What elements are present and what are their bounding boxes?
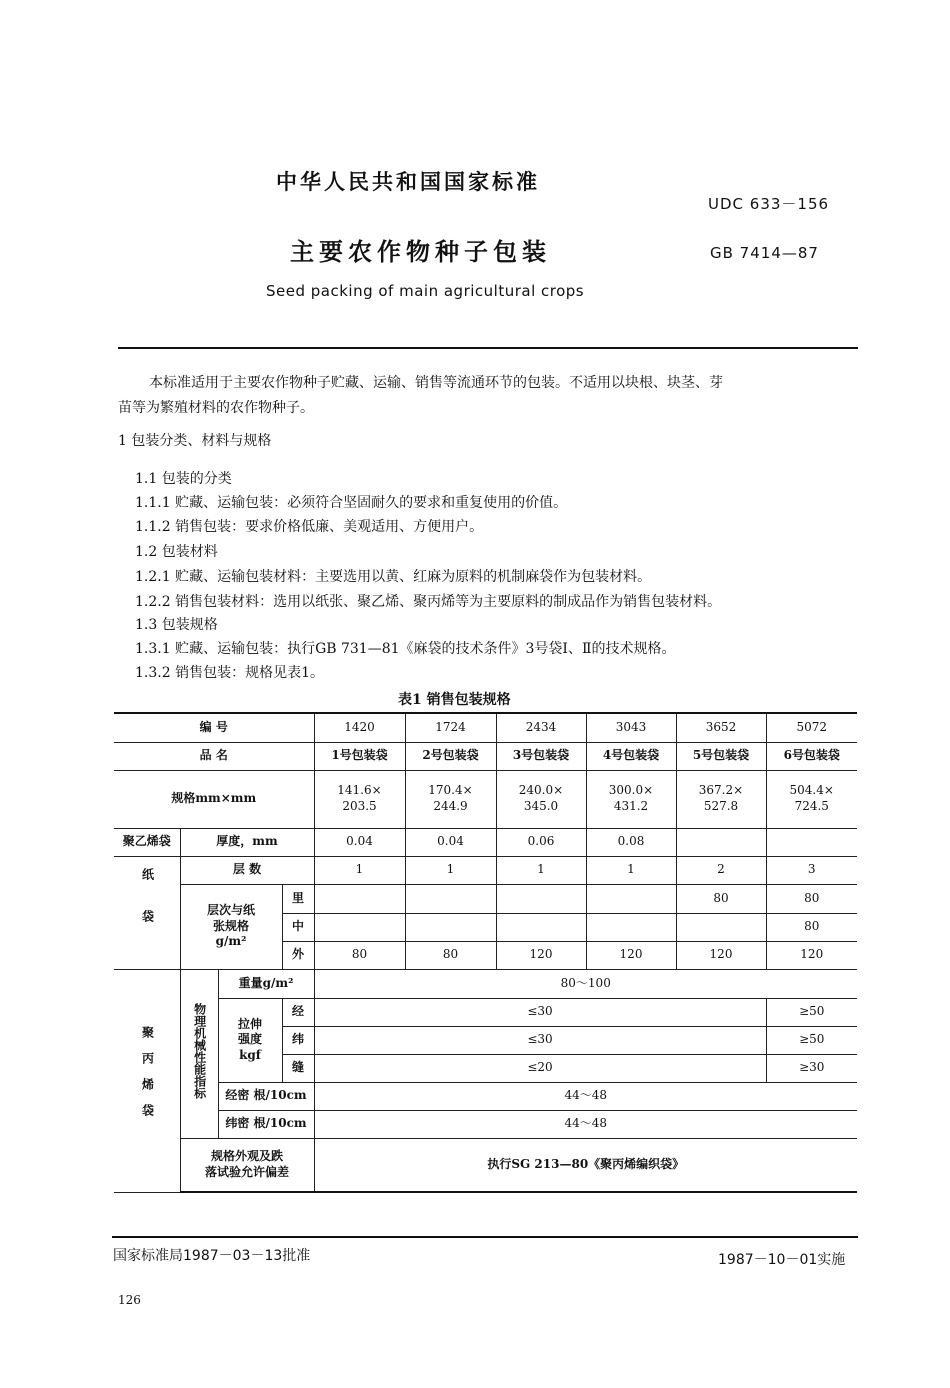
size-height: 431.2 — [613, 799, 649, 813]
warp-density-label: 经密 根/10cm — [218, 1082, 314, 1110]
section-1-1: 1.1 包装的分类 — [135, 471, 232, 487]
name-header: 品 名 — [114, 742, 314, 770]
table-cell — [314, 770, 405, 828]
table-cell: 80 — [676, 884, 766, 913]
layer-spec-label — [180, 884, 282, 969]
pp-bag-text: 聚丙烯袋 — [140, 1026, 155, 1131]
table-cell — [676, 913, 766, 941]
size-height: 203.5 — [342, 799, 377, 813]
tensile-label — [218, 998, 282, 1082]
table-cell: 1420 — [314, 713, 405, 742]
table-cell: 1724 — [405, 713, 496, 742]
table-cell: 6号包装袋 — [766, 742, 857, 770]
table-cell: 120 — [586, 941, 676, 969]
packaging-spec-table — [114, 712, 857, 1193]
outer-layer-label: 外 — [282, 941, 314, 969]
intro-paragraph-line-2: 苗等为繁殖材料的农作物种子。 — [118, 400, 314, 416]
table-cell: 120 — [676, 941, 766, 969]
size-width: 300.0× — [608, 783, 654, 798]
table-row — [114, 1138, 857, 1192]
drop-test-label — [180, 1138, 314, 1192]
table-row — [114, 969, 857, 998]
weft-small-value: ≤30 — [314, 1026, 766, 1054]
paper-bag-label — [114, 856, 180, 969]
bottom-rule — [112, 1236, 858, 1238]
table-cell — [405, 770, 496, 828]
tensile-line-3: kgf — [239, 1047, 261, 1062]
table-cell: 3652 — [676, 713, 766, 742]
table-cell: 2434 — [496, 713, 586, 742]
table-row — [114, 884, 857, 913]
table-cell: 3 — [766, 856, 857, 884]
number-header: 编 号 — [114, 713, 314, 742]
table-row — [114, 856, 857, 884]
table-row — [114, 1110, 857, 1138]
section-1-1-1: 1.1.1 贮藏、运输包装：必须符合坚固耐久的要求和重复使用的价值。 — [135, 495, 568, 511]
size-height: 345.0 — [523, 799, 559, 813]
table-row — [114, 770, 857, 828]
table-cell: 0.08 — [586, 828, 676, 856]
top-rule — [118, 347, 858, 349]
table-cell: 5号包装袋 — [676, 742, 766, 770]
table-cell: 2 — [676, 856, 766, 884]
size-height: 724.5 — [794, 799, 829, 813]
size-height: 244.9 — [433, 799, 468, 813]
pe-bag-label: 聚乙烯袋 — [114, 828, 180, 856]
weight-value: 80～100 — [314, 969, 857, 998]
table-cell — [314, 913, 405, 941]
size-header: 规格mm×mm — [114, 770, 314, 828]
tensile-line-2: 强度 — [237, 1032, 262, 1047]
table-row — [114, 1082, 857, 1110]
physical-properties-label — [180, 969, 218, 1138]
warp-density-value: 44～48 — [314, 1082, 857, 1110]
table-caption: 表1 销售包装规格 — [398, 692, 511, 708]
implementation-date: 1987－10－01实施 — [718, 1252, 846, 1268]
middle-layer-label: 中 — [282, 913, 314, 941]
table-row — [114, 742, 857, 770]
seam-small-value: ≤20 — [314, 1054, 766, 1082]
table-cell: 2号包装袋 — [405, 742, 496, 770]
layer-spec-line-3: g/m² — [215, 934, 247, 949]
table-cell: 1 — [586, 856, 676, 884]
table-cell — [496, 884, 586, 913]
section-1-2-2: 1.2.2 销售包装材料：选用以纸张、聚乙烯、聚丙烯等为主要原料的制成品作为销售包装材料。 — [135, 594, 722, 610]
size-width: 504.4× — [789, 783, 834, 798]
table-row — [114, 713, 857, 742]
section-1-3-2: 1.3.2 销售包装：规格见表1。 — [135, 665, 324, 681]
section-heading-1: 1 包装分类、材料与规格 — [118, 433, 272, 449]
size-width: 367.2× — [698, 783, 744, 798]
table-cell: 5072 — [766, 713, 857, 742]
standard-title: 中华人民共和国国家标准 — [276, 170, 540, 194]
table-cell: 80 — [314, 941, 405, 969]
gb-code: GB 7414—87 — [710, 244, 819, 262]
table-cell — [586, 770, 676, 828]
table-cell: 1 — [496, 856, 586, 884]
weft-large-value: ≥50 — [766, 1026, 857, 1054]
table-cell: 80 — [766, 913, 857, 941]
document-title: 主要农作物种子包装 — [290, 238, 551, 266]
size-width: 141.6× — [337, 783, 382, 798]
table-cell — [586, 913, 676, 941]
section-1-2-1: 1.2.1 贮藏、运输包装材料：主要选用以黄、红麻为原料的机制麻袋作为包装材料。 — [135, 569, 652, 585]
thickness-label: 厚度，mm — [180, 828, 314, 856]
table-cell — [405, 913, 496, 941]
document-title-english: Seed packing of main agricultural crops — [266, 282, 585, 300]
intro-paragraph-line-1: 本标准适用于主要农作物种子贮藏、运输、销售等流通环节的包装。不适用以块根、块茎、芽 — [149, 375, 723, 391]
seam-large-value: ≥30 — [766, 1054, 857, 1082]
physical-properties-text: 物理机械性能指标 — [192, 1003, 207, 1100]
pp-bag-label — [114, 969, 180, 1192]
tensile-line-1: 拉伸 — [237, 1016, 262, 1031]
table-row — [114, 828, 857, 856]
table-cell: 0.06 — [496, 828, 586, 856]
table-cell — [766, 828, 857, 856]
table-row — [114, 998, 857, 1026]
warp-label: 经 — [282, 998, 314, 1026]
table-cell — [676, 770, 766, 828]
approval-date: 国家标准局1987－03－13批准 — [113, 1248, 311, 1264]
seam-label: 缝 — [282, 1054, 314, 1082]
warp-large-value: ≥50 — [766, 998, 857, 1026]
drop-test-value: 执行SG 213—80《聚丙烯编织袋》 — [314, 1138, 857, 1192]
size-height: 527.8 — [703, 799, 739, 813]
size-width: 170.4× — [428, 783, 473, 798]
size-width: 240.0× — [518, 783, 564, 798]
table-cell — [496, 770, 586, 828]
udc-code: UDC 633－156 — [708, 195, 830, 213]
inner-layer-label: 里 — [282, 884, 314, 913]
table-cell — [496, 913, 586, 941]
page-number: 126 — [118, 1293, 141, 1307]
paper-bag-text: 纸袋 — [140, 868, 155, 953]
table-cell — [314, 884, 405, 913]
table-cell: 3043 — [586, 713, 676, 742]
table-cell: 120 — [766, 941, 857, 969]
table-cell — [676, 828, 766, 856]
table-cell: 3号包装袋 — [496, 742, 586, 770]
weft-density-value: 44～48 — [314, 1110, 857, 1138]
table-cell: 120 — [496, 941, 586, 969]
drop-test-line-2: 落试验允许偏差 — [204, 1164, 289, 1179]
section-1-3: 1.3 包装规格 — [135, 617, 218, 633]
layer-spec-line-2: 张规格 — [212, 918, 249, 933]
table-cell — [586, 884, 676, 913]
layer-spec-line-1: 层次与纸 — [206, 903, 255, 918]
weft-density-label: 纬密 根/10cm — [218, 1110, 314, 1138]
table-cell: 0.04 — [405, 828, 496, 856]
table-cell: 0.04 — [314, 828, 405, 856]
drop-test-line-1: 规格外观及跌 — [210, 1149, 283, 1164]
section-1-2: 1.2 包装材料 — [135, 544, 218, 560]
table-cell: 1 — [314, 856, 405, 884]
table-cell — [405, 884, 496, 913]
weight-label: 重量g/m² — [218, 969, 314, 998]
section-1-1-2: 1.1.2 销售包装：要求价格低廉、美观适用、方便用户。 — [135, 519, 484, 535]
section-1-3-1: 1.3.1 贮藏、运输包装：执行GB 731—81《麻袋的技术条件》3号袋Ⅰ、Ⅱ的技术规格。 — [135, 641, 676, 657]
table-cell: 1 — [405, 856, 496, 884]
layers-label: 层 数 — [180, 856, 314, 884]
table-cell: 1号包装袋 — [314, 742, 405, 770]
table-cell: 80 — [766, 884, 857, 913]
warp-small-value: ≤30 — [314, 998, 766, 1026]
weft-label: 纬 — [282, 1026, 314, 1054]
table-cell: 80 — [405, 941, 496, 969]
table-cell: 4号包装袋 — [586, 742, 676, 770]
table-cell — [766, 770, 857, 828]
